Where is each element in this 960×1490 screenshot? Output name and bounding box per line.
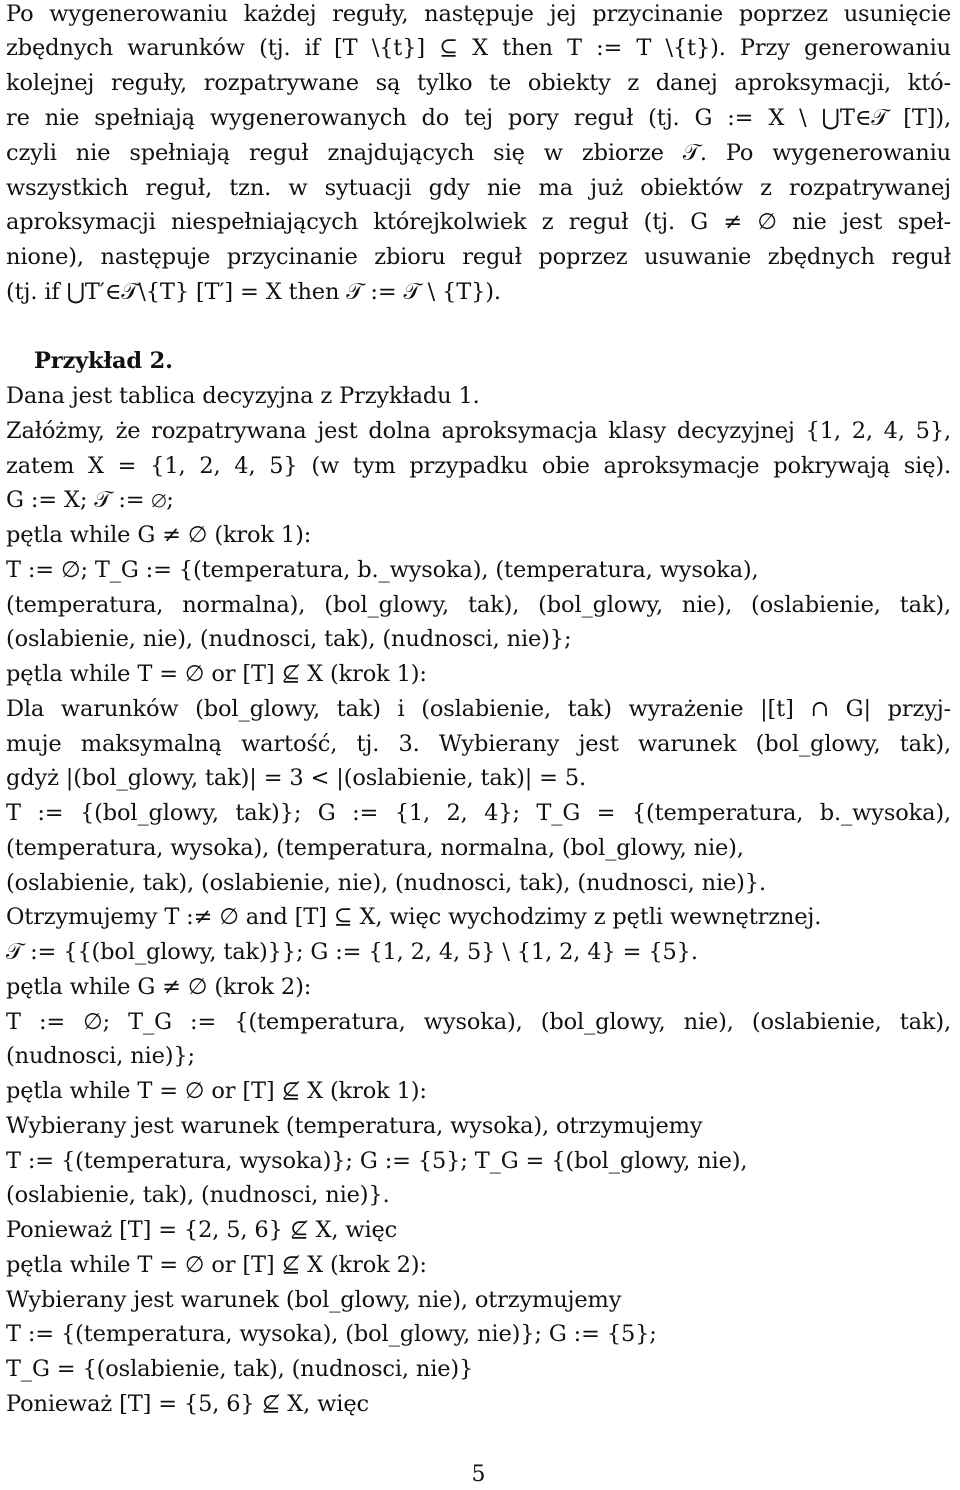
text-line: wszystkich reguł, tzn. w sytuacji gdy nie ma już obiektów z rozpatrywanej <box>6 175 951 201</box>
text-line: re nie spełniają wygenerowanych do tej pory reguł (tj. G := X \ ⋃T∈𝒯 [T]), <box>6 105 951 131</box>
text-line: Dla warunków (bol_glowy, tak) i (oslabienie, tak) wyrażenie |[t] ∩ G| przyj- <box>6 696 951 722</box>
text-line: (temperatura, wysoka), (temperatura, normalna, (bol_glowy, nie), <box>6 835 744 861</box>
text-line: pętla while T = ∅ or [T] ⊈ X (krok 1): <box>6 661 427 687</box>
text-line: T := ∅; T_G := {(temperatura, wysoka), (bol_glowy, nie), (oslabienie, tak), <box>6 1009 951 1035</box>
text-line: Ponieważ [T] = {5, 6} ⊈ X, więc <box>6 1391 369 1417</box>
text-line: kolejnej reguły, rozpatrywane są tylko te obiekty z danej aproksymacji, któ- <box>6 70 951 96</box>
text-line: pętla while G ≠ ∅ (krok 1): <box>6 522 312 548</box>
text-line: Ponieważ [T] = {2, 5, 6} ⊈ X, więc <box>6 1217 398 1243</box>
example-heading: Przykład 2. <box>34 348 173 374</box>
text-line: T := ∅; T_G := {(temperatura, b._wysoka), (temperatura, wysoka), <box>6 557 759 583</box>
text-line: aproksymacji niespełniających którejkolwiek z reguł (tj. G ≠ ∅ nie jest speł- <box>6 209 951 235</box>
text-line: (oslabienie, tak), (nudnosci, nie)}. <box>6 1182 390 1208</box>
text-line: czyli nie spełniają reguł znajdujących się w zbiorze 𝒯. Po wygenerowaniu <box>6 140 951 166</box>
text-line: (oslabienie, tak), (oslabienie, nie), (nudnosci, tak), (nudnosci, nie)}. <box>6 870 766 896</box>
text-line: nione), następuje przycinanie zbioru reguł poprzez usuwanie zbędnych reguł <box>6 244 951 270</box>
text-line: zbędnych warunków (tj. if [T \{t}] ⊆ X then T := T \{t}). Przy generowaniu <box>6 35 951 61</box>
text-line: G := X; 𝒯 := ∅; <box>6 487 174 513</box>
text-line: Wybierany jest warunek (bol_glowy, nie), otrzymujemy <box>6 1287 622 1313</box>
text-line: T := {(temperatura, wysoka), (bol_glowy, nie)}; G := {5}; <box>6 1321 657 1347</box>
text-line: (oslabienie, nie), (nudnosci, tak), (nudnosci, nie)}; <box>6 626 572 652</box>
text-line: gdyż |(bol_glowy, tak)| = 3 < |(oslabienie, tak)| = 5. <box>6 765 587 791</box>
text-line: Po wygenerowaniu każdej reguły, następuje jej przycinanie poprzez usunięcie <box>6 1 951 27</box>
text-line: pętla while T = ∅ or [T] ⊈ X (krok 1): <box>6 1078 427 1104</box>
text-line: Otrzymujemy T :≠ ∅ and [T] ⊆ X, więc wychodzimy z pętli wewnętrznej. <box>6 904 822 930</box>
text-line: Dana jest tablica decyzyjna z Przykładu 1. <box>6 383 480 409</box>
text-line: zatem X = {1, 2, 4, 5} (w tym przypadku obie aproksymacje pokrywają się). <box>6 453 951 479</box>
text-line: pętla while G ≠ ∅ (krok 2): <box>6 974 312 1000</box>
text-line: (nudnosci, nie)}; <box>6 1043 195 1069</box>
text-line: (temperatura, normalna), (bol_glowy, tak), (bol_glowy, nie), (oslabienie, tak), <box>6 592 951 618</box>
text-line: T_G = {(oslabienie, tak), (nudnosci, nie)} <box>6 1356 474 1382</box>
text-line: 𝒯 := {{(bol_glowy, tak)}}; G := {1, 2, 4, 5} \ {1, 2, 4} = {5}. <box>6 939 698 965</box>
text-line: muje maksymalną wartość, tj. 3. Wybierany jest warunek (bol_glowy, tak), <box>6 731 951 757</box>
page-number: 5 <box>471 1462 486 1487</box>
text-line: T := {(bol_glowy, tak)}; G := {1, 2, 4}; T_G = {(temperatura, b._wysoka), <box>6 800 951 826</box>
text-line: pętla while T = ∅ or [T] ⊈ X (krok 2): <box>6 1252 427 1278</box>
text-line: Wybierany jest warunek (temperatura, wysoka), otrzymujemy <box>6 1113 703 1139</box>
text-line: Załóżmy, że rozpatrywana jest dolna aproksymacja klasy decyzyjnej {1, 2, 4, 5}, <box>6 418 951 444</box>
text-line: T := {(temperatura, wysoka)}; G := {5}; T_G = {(bol_glowy, nie), <box>6 1148 748 1174</box>
text-line: (tj. if ⋃T′∈𝒯\{T} [T′] = X then 𝒯 := 𝒯 \ {T}). <box>6 279 501 305</box>
